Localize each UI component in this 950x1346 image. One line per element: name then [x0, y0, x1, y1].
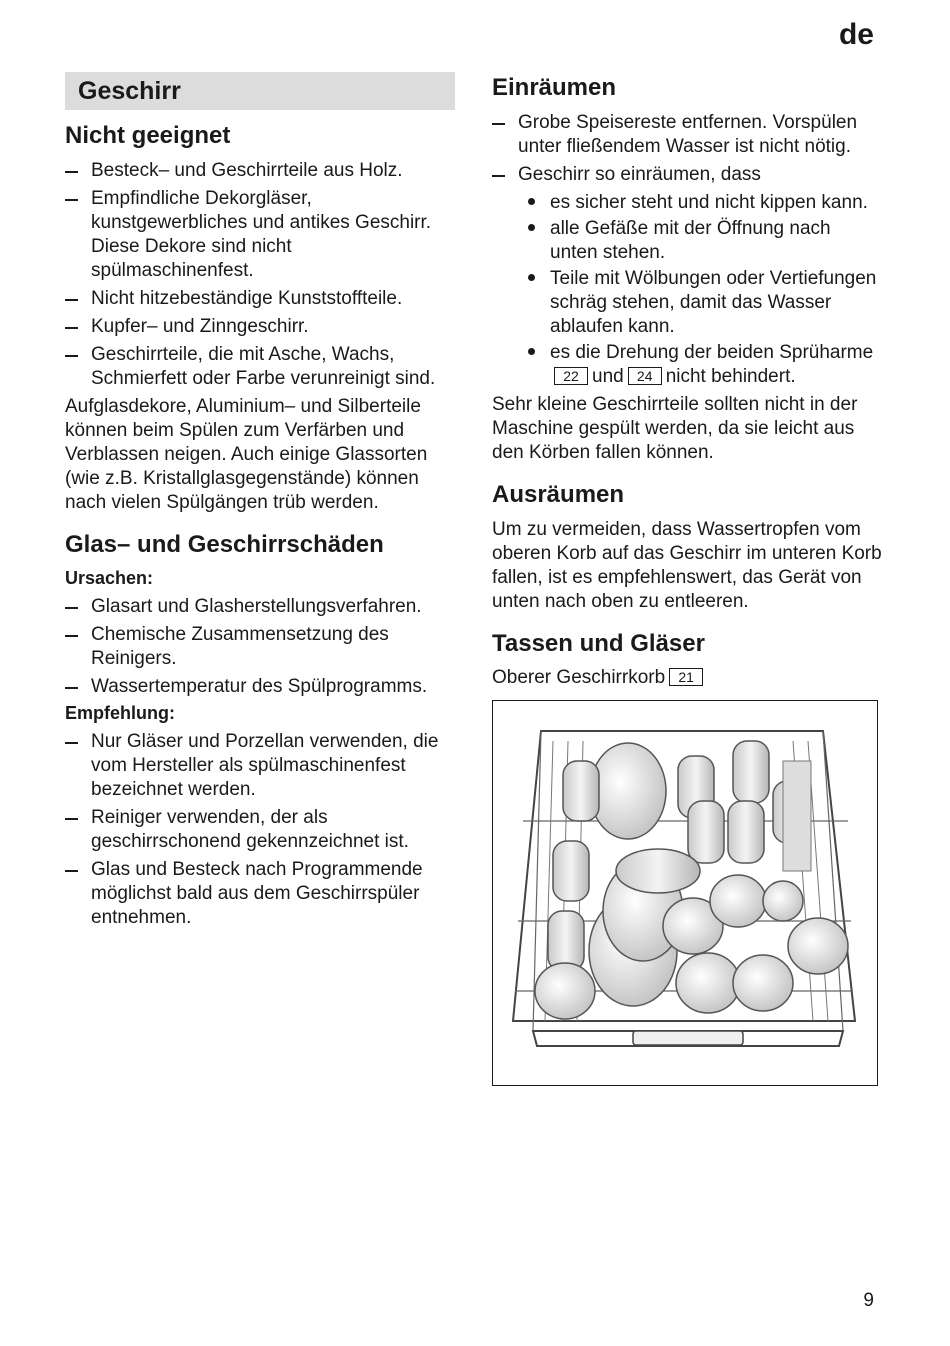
list-item-text: Geschirr so einräumen, dass — [518, 163, 761, 185]
bullet-item: es sicher steht und nicht kippen kann. — [492, 191, 882, 215]
list-ursachen — [65, 595, 455, 699]
reference-box: 24 — [628, 367, 662, 385]
bullet-item: alle Gefäße mit der Öffnung nach unten stehen. — [492, 217, 882, 265]
list-item: Nicht hitzebeständige Kunststoffteile. — [65, 287, 455, 311]
label-ursachen: Ursachen: — [65, 567, 154, 588]
right-column — [492, 74, 882, 1086]
bullet-text: und — [592, 365, 624, 387]
bullet-text: nicht behindert. — [665, 365, 796, 387]
bullet-item — [492, 341, 882, 389]
section-title: Geschirr — [65, 72, 455, 110]
heading-nicht-geeignet: Nicht geeignet — [65, 122, 231, 149]
heading-einraeumen: Einräumen — [492, 74, 617, 101]
caption-text: Oberer Geschirrkorb — [492, 667, 666, 689]
list-item: Nur Gläser und Porzellan verwenden, die vom Hersteller als spülmaschinenfest bezeichnet werden. — [65, 730, 455, 802]
paragraph-ausraeumen: Um zu vermeiden, dass Wassertropfen vom oberen Korb auf das Geschirr im unteren Korb fallen, ist es empfehlenswert, das Gerät von unten nach oben zu entleeren. — [492, 518, 882, 612]
left-column — [65, 72, 455, 934]
list-item: Besteck– und Geschirrteile aus Holz. — [65, 159, 455, 183]
list-nicht-geeignet — [65, 159, 455, 391]
list-einraeumen-sub — [492, 191, 882, 389]
list-empfehlung — [65, 730, 455, 930]
list-item: Glas und Besteck nach Programmende möglichst bald aus dem Geschirrspüler entnehmen. — [65, 858, 455, 930]
bullet-text: es die Drehung der beiden Sprüharme — [550, 341, 874, 363]
label-empfehlung: Empfehlung: — [65, 702, 175, 723]
paragraph-kleine-teile: Sehr kleine Geschirrteile sollten nicht in der Maschine gespült werden, da sie leicht aus den Körben fallen können. — [492, 393, 858, 463]
reference-box: 21 — [669, 668, 703, 686]
list-item: Kupfer– und Zinngeschirr. — [65, 315, 455, 339]
list-item — [492, 163, 882, 187]
heading-glas-schaeden: Glas– und Geschirrschäden — [65, 530, 384, 558]
list-item: Empfindliche Dekorgläser, kunstgewerbliches und antikes Geschirr. Diese Dekore sind nicht spülmaschinenfest. — [65, 187, 455, 283]
list-item: Geschirrteile, die mit Asche, Wachs, Schmierfett oder Farbe verunreinigt sind. — [65, 343, 455, 391]
paragraph-aufglasdekore: Aufglasdekore, Aluminium– und Silberteile können beim Spülen zum Verfärben und Verblassen neigen. Auch einige Glassorten (wie z.B. Kristallglasgegenstände) können nach vielen Spülgängen trüb werden. — [65, 395, 428, 513]
reference-box: 22 — [554, 367, 588, 385]
list-item: Chemische Zusammensetzung des Reinigers. — [65, 623, 455, 671]
dish-rack-icon — [493, 701, 877, 1085]
heading-ausraeumen: Ausräumen — [492, 480, 625, 508]
basket-illustration — [492, 700, 878, 1086]
list-item: Wassertemperatur des Spülprogramms. — [65, 675, 455, 699]
bullet-item: Teile mit Wölbungen oder Vertiefungen schräg stehen, damit das Wasser ablaufen kann. — [492, 267, 882, 339]
language-code: de — [838, 18, 874, 51]
heading-tassen-glaeser: Tassen und Gläser — [492, 629, 705, 657]
figure-caption — [492, 666, 882, 690]
list-item: Glasart und Glasherstellungsverfahren. — [65, 595, 455, 619]
page-number: 9 — [863, 1290, 874, 1311]
list-item: Reiniger verwenden, der als geschirrschonend gekennzeichnet ist. — [65, 806, 455, 854]
list-item: Grobe Speisereste entfernen. Vorspülen unter fließendem Wasser ist nicht nötig. — [492, 111, 882, 159]
list-einraeumen — [492, 111, 882, 187]
